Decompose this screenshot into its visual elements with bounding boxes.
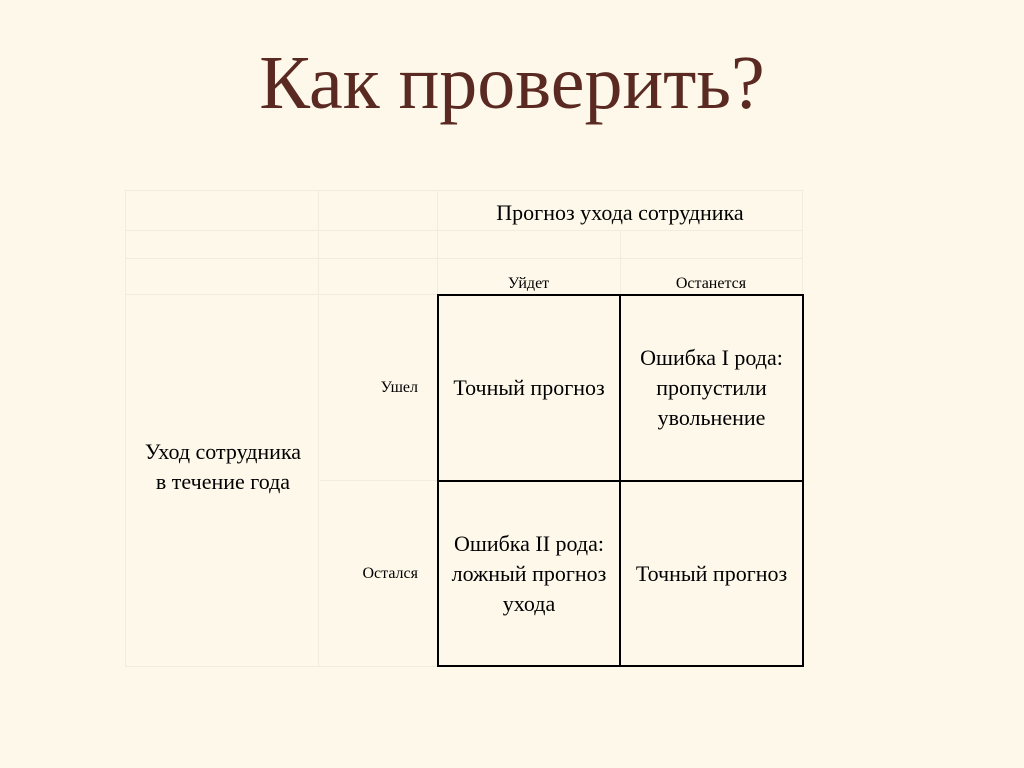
grid-line (125, 258, 803, 259)
grid-line (125, 190, 803, 191)
cell-left-will-stay (621, 296, 802, 480)
grid-line (320, 480, 437, 481)
cell-text-line: ложный прогноз (451, 560, 607, 586)
cell-stayed-will-stay (621, 482, 802, 665)
cell-text-line: Ошибка II рода: (453, 530, 604, 556)
matrix-border (802, 294, 804, 667)
row-label-left: Ушел (380, 379, 418, 396)
row-group-label-line: в течение года (155, 469, 291, 494)
grid-line (125, 666, 437, 667)
cell-stayed-will-leave (439, 482, 619, 665)
row-group-label-line: Уход сотрудника (144, 439, 302, 464)
slide-title: Как проверить? (259, 41, 765, 125)
grid-line (125, 190, 126, 666)
row-label-stayed: Остался (362, 565, 418, 582)
forecast-header: Прогноз ухода сотрудника (496, 200, 744, 225)
col-label-will-stay: Останется (675, 275, 747, 292)
grid-line (125, 294, 437, 295)
cell-text-line: пропустили (656, 375, 767, 400)
cell-text-line: Ошибка I рода: (640, 345, 783, 370)
cell-text-line: Точный прогноз (635, 560, 788, 586)
cell-text-line: ухода (502, 590, 556, 616)
cell-text-line: Точный прогноз (453, 375, 605, 400)
cell-left-will-leave (439, 296, 619, 480)
row-group-label (128, 437, 318, 497)
col-label-will-leave: Уйдет (507, 275, 550, 292)
grid-line (318, 190, 319, 666)
cell-text-line: увольнение (657, 405, 766, 430)
grid-line (125, 230, 803, 231)
